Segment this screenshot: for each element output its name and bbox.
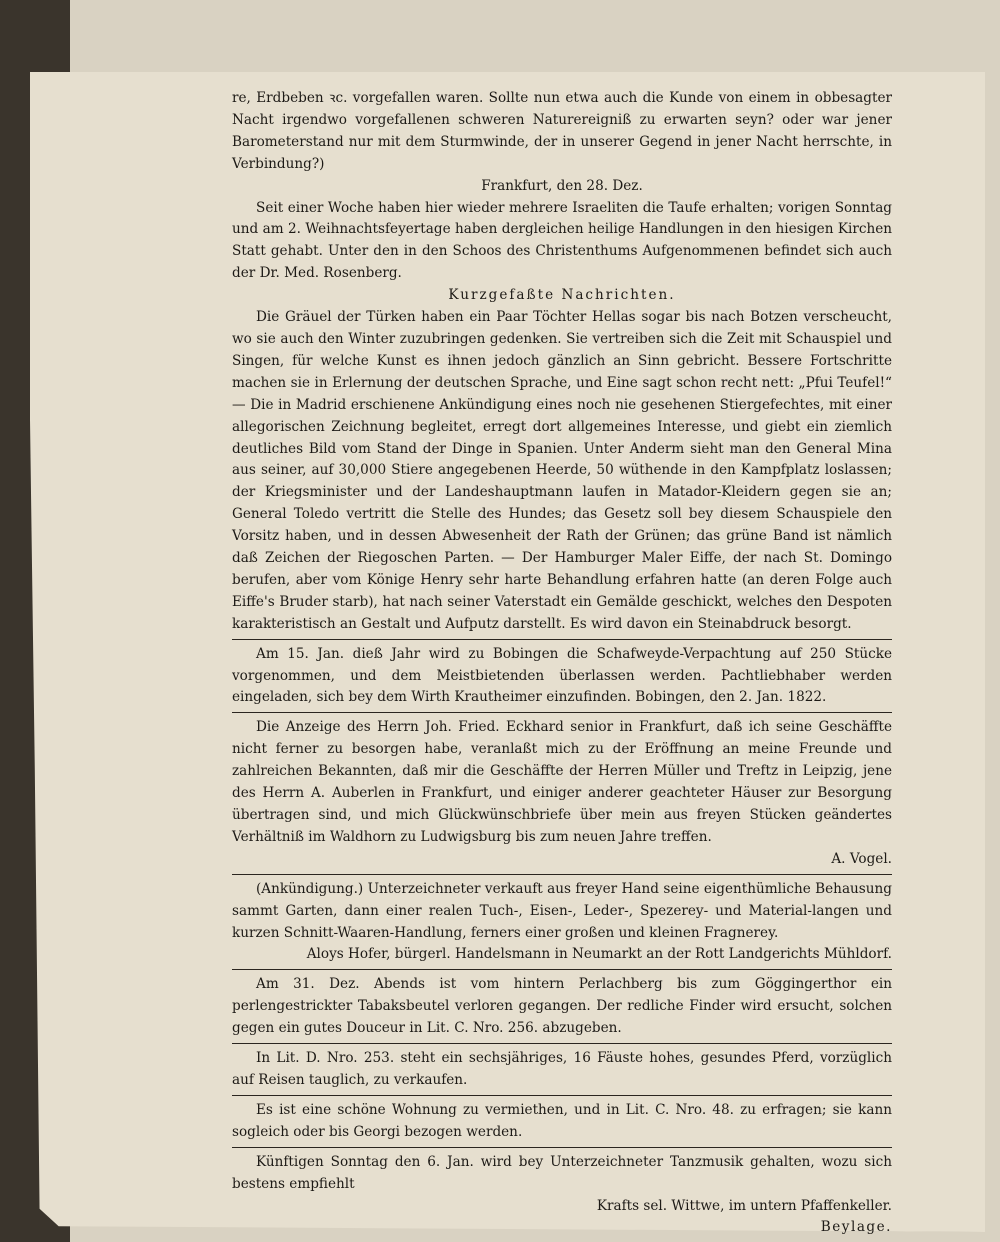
article-paragraph-2: Seit einer Woche haben hier wieder mehrere Israeliten die Taufe erhalten; vorigen Sonntag und am 2. Weihnachtsfeyertage haben dergleichen heilige Handlungen in den hiesigen Kirchen Statt gehabt. Unter den in den Schoos des Christenthums Aufgenommenen befindet sich auch der Dr. Med. Rosenberg. [232, 199, 892, 282]
divider [232, 969, 892, 970]
advertisement [232, 644, 892, 710]
divider [232, 712, 892, 713]
ad-signature: Aloys Hofer, bürgerl. Handelsmann in Neumarkt an der Rott Landgerichts Mühldorf. [306, 946, 892, 963]
advertisement [232, 1100, 892, 1144]
advertisement [232, 717, 892, 870]
advertisement [232, 974, 892, 1040]
page-content [232, 88, 892, 1239]
divider [232, 874, 892, 875]
ad-text: Künftigen Sonntag den 6. Jan. wird bey Unterzeichneter Tanzmusik gehalten, wozu sich bestens empfiehlt [232, 1153, 892, 1192]
ad-signature: A. Vogel. [831, 850, 892, 867]
divider [232, 1043, 892, 1044]
divider [232, 1095, 892, 1096]
divider [232, 1147, 892, 1148]
catchword: Beylage. [820, 1219, 892, 1236]
ad-text: In Lit. D. Nro. 253. steht ein sechsjähriges, 16 Fäuste hohes, gesundes Pferd, vorzüglich auf Reisen tauglich, zu verkaufen. [232, 1050, 892, 1088]
article-paragraph-1: re, Erdbeben ꝛc. vorgefallen waren. Sollte nun etwa auch die Kunde von einem in obbesagter Nacht irgendwo vorgefallenen schweren Naturereigniß zu erwarten seyn? oder war jener Barometerstand nur mit dem Sturmwinde, der in unserer Gegend in jener Nacht herrschte, in Verbindung?) [232, 90, 892, 172]
ad-text: Am 31. Dez. Abends ist vom hintern Perlachberg bis zum Göggingerthor ein perlengestrickter Tabaksbeutel verloren gegangen. Der redliche Finder wird ersucht, solchen gegen ein gutes Douceur in Lit. C. Nro. 256. abzugeben. [232, 976, 892, 1037]
ad-text: (Ankündigung.) Unterzeichneter verkauft aus freyer Hand seine eigenthümliche Behausung sammt Garten, dann einer realen Tuch-, Eisen-, Leder-, Spezerey- und Material-langen und kurzen Schnitt-Waaren-Handlung, ferners einer großen und kleinen Fragnerey. [232, 880, 892, 941]
ad-text: Am 15. Jan. dieß Jahr wird zu Bobingen die Schafweyde-Verpachtung auf 250 Stücke vorgenommen, und dem Meistbietenden überlassen werden. Pachtliebhaber werden eingeladen, sich bey dem Wirth Krautheimer einzufinden. Bobingen, den 2. Jan. 1822. [232, 645, 892, 706]
advertisement [232, 879, 892, 967]
article-paragraph-3: Die Gräuel der Türken haben ein Paar Töchter Hellas sogar bis nach Botzen verscheucht, wo sie auch den Winter zuzubringen gedenken. Sie vertreiben sich die Zeit mit Schauspiel und Singen, für welche Kunst es ihnen jedoch gänzlich an Sinn gebricht. Bessere Fortschritte machen sie in Erlernung der deutschen Sprache, und Eine sagt schon recht nett: „Pfui Teufel!“ — Die in Madrid erschienene Ankündigung eines noch nie gesehenen Stiergefechtes, mit einer allegorischen Zeichnung begleitet, erregt dort allgemeines Interesse, und giebt ein ziemlich deutliches Bild vom Stand der Dinge in Spanien. Unter Anderm sieht man den General Mina aus seiner, auf 30,000 Stiere angegebenen Heerde, 50 wüthende in den Kampfplatz loslassen; der Kriegsminister und der Landeshauptmann laufen in Matador-Kleidern gegen sie an; General Toledo vertritt die Stelle des Hundes; das Gesetz soll bey diesem Schauspiele den Vorsitz haben, und in dessen Abwesenheit der Rath der Grünen; das grüne Band ist nämlich daß Zeichen der Riegoschen Parten. — Der Hamburger Maler Eiffe, der nach St. Domingo berufen, aber vom Könige Henry sehr harte Behandlung erfahren hatte (an deren Folge auch Eiffe's Bruder starb), hat nach seiner Vaterstadt ein Gemälde geschickt, welches den Despoten karakteristisch an Gestalt und Aufputz darstellt. Es wird davon ein Steinabdruck besorgt. [232, 309, 892, 632]
ad-text: Es ist eine schöne Wohnung zu vermiethen, und in Lit. C. Nro. 48. zu erfragen; sie kann sogleich oder bis Georgi bezogen werden. [232, 1101, 892, 1140]
divider [232, 639, 892, 640]
section-heading: Kurzgefaßte Nachrichten. [448, 287, 676, 304]
dateline: Frankfurt, den 28. Dez. [481, 177, 643, 194]
ad-text: Die Anzeige des Herrn Joh. Fried. Eckhard senior in Frankfurt, daß ich seine Geschäffte nicht ferner zu besorgen habe, veranlaßt mich zu der Eröffnung an meine Freunde und zahlreichen Bekannten, daß mir die Geschäffte der Herren Müller und Treftz in Leipzig, jene des Herrn A. Auberlen in Frankfurt, und einiger anderer geachteter Häuser zur Besorgung übertragen sind, und mich Glückwünschbriefe über mein aus freyen Stücken geändertes Verhältniß im Waldhorn zu Ludwigsburg bis zum neuen Jahre treffen. [232, 719, 892, 845]
advertisement [232, 1048, 892, 1092]
advertisement [232, 1152, 892, 1218]
ad-signature: Krafts sel. Wittwe, im untern Pfaffenkeller. [596, 1197, 892, 1214]
